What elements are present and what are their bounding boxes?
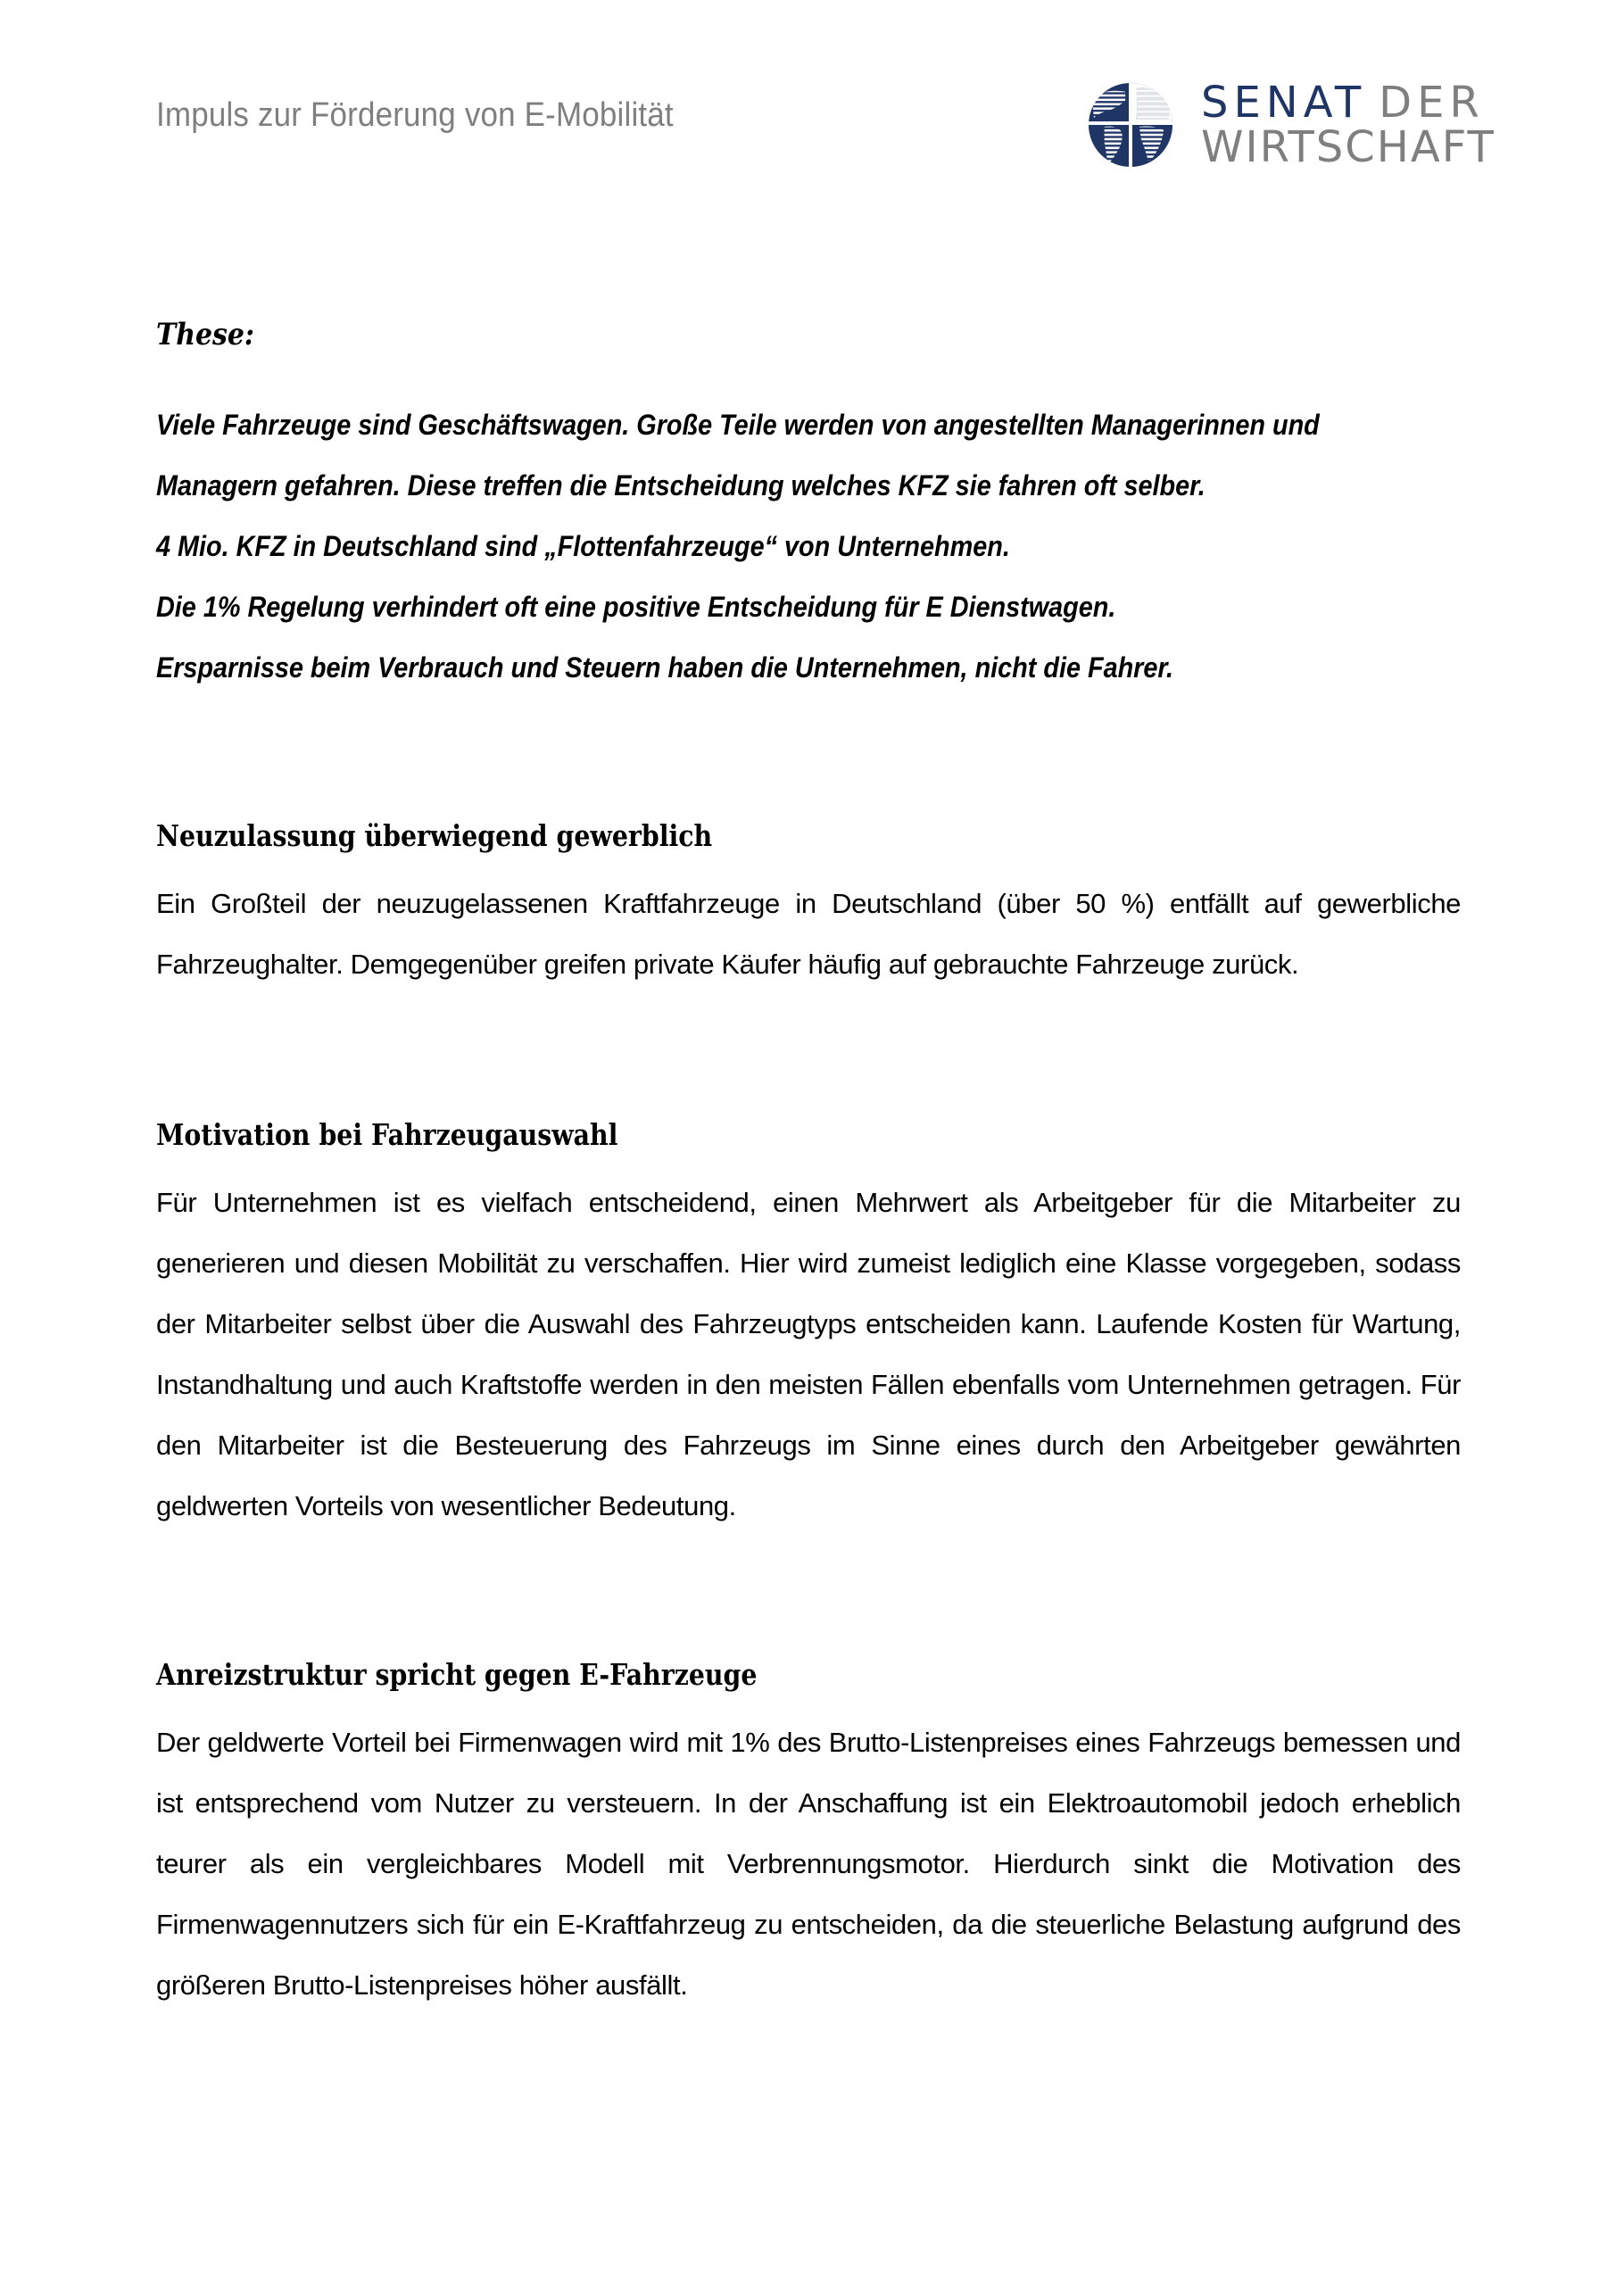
senat-der-wirtschaft-logo — [1087, 79, 1496, 171]
section-body: Für Unternehmen ist es vielfach entscheidend, einen Mehrwert als Arbeitgeber für die Mitarbeiter zu generieren und diesen Mobilität zu verschaffen. Hier wird zumeist lediglich eine Klasse vorgegeben, sodass der Mitarbeiter selbst über die Auswahl des Fahrzeugtyps entscheiden kann. Laufende Kosten für Wartung, Instandhaltung und auch Kraftstoffe werden in den meisten Fällen ebenfalls vom Unternehmen getragen. Für den Mitarbeiter ist die Besteuerung des Fahrzeugs im Sinne eines durch den Arbeitgeber gewährten geldwerten Vorteils von wesentlicher Bedeutung. — [156, 1187, 1461, 1521]
section-anreizstruktur — [156, 1655, 1461, 2016]
thesis-line: Die 1% Regelung verhindert oft eine positive Entscheidung für E Dienstwagen. — [156, 591, 1116, 623]
section-neuzulassung — [156, 816, 1461, 995]
section-heading: Anreizstruktur spricht gegen E-Fahrzeuge — [156, 1657, 758, 1692]
section-heading: Neuzulassung überwiegend gewerblich — [156, 818, 713, 853]
thesis-label: These: — [156, 317, 254, 352]
thesis-block — [156, 407, 1468, 710]
thesis-line: 4 Mio. KFZ in Deutschland sind „Flottenfahrzeuge“ von Unternehmen. — [156, 530, 1010, 562]
thesis-line: Managern gefahren. Diese treffen die Entscheidung welches KFZ sie fahren oft selber. — [156, 469, 1206, 501]
logo-wordmark — [1201, 78, 1496, 172]
section-body: Ein Großteil der neuzugelassenen Kraftfahrzeuge in Deutschland (über 50 %) entfällt auf gewerbliche Fahrzeughalter. Demgegenüber greifen private Käufer häufig auf gebrauchte Fahrzeuge zurück. — [156, 888, 1461, 980]
section-motivation — [156, 1115, 1461, 1537]
globe-icon — [1087, 81, 1174, 169]
document-header-title: Impuls zur Förderung von E-Mobilität — [156, 96, 674, 134]
section-body: Der geldwerte Vorteil bei Firmenwagen wird mit 1% des Brutto-Listenpreises eines Fahrzeugs bemessen und ist entsprechend vom Nutzer zu versteuern. In der Anschaffung ist ein Elektroautomobil jedoch erheblich teurer als ein vergleichbares Modell mit Verbrennungsmotor. Hierdurch sinkt die Motivation des Firmenwagennutzers sich für ein E-Kraftfahrzeug zu entscheiden, da die steuerliche Belastung aufgrund des größeren Brutto-Listenpreises höher ausfällt. — [156, 1727, 1461, 2001]
logo-word-der: DER — [1379, 78, 1485, 128]
thesis-line: Ersparnisse beim Verbrauch und Steuern haben die Unternehmen, nicht die Fahrer. — [156, 651, 1174, 684]
logo-word-senat: SENAT — [1201, 78, 1367, 128]
section-heading: Motivation bei Fahrzeugauswahl — [156, 1117, 618, 1152]
thesis-line: Viele Fahrzeuge sind Geschäftswagen. Große Teile werden von angestellten Managerinnen und — [156, 409, 1320, 441]
logo-word-wirtschaft: WIRTSCHAFT — [1201, 122, 1496, 172]
